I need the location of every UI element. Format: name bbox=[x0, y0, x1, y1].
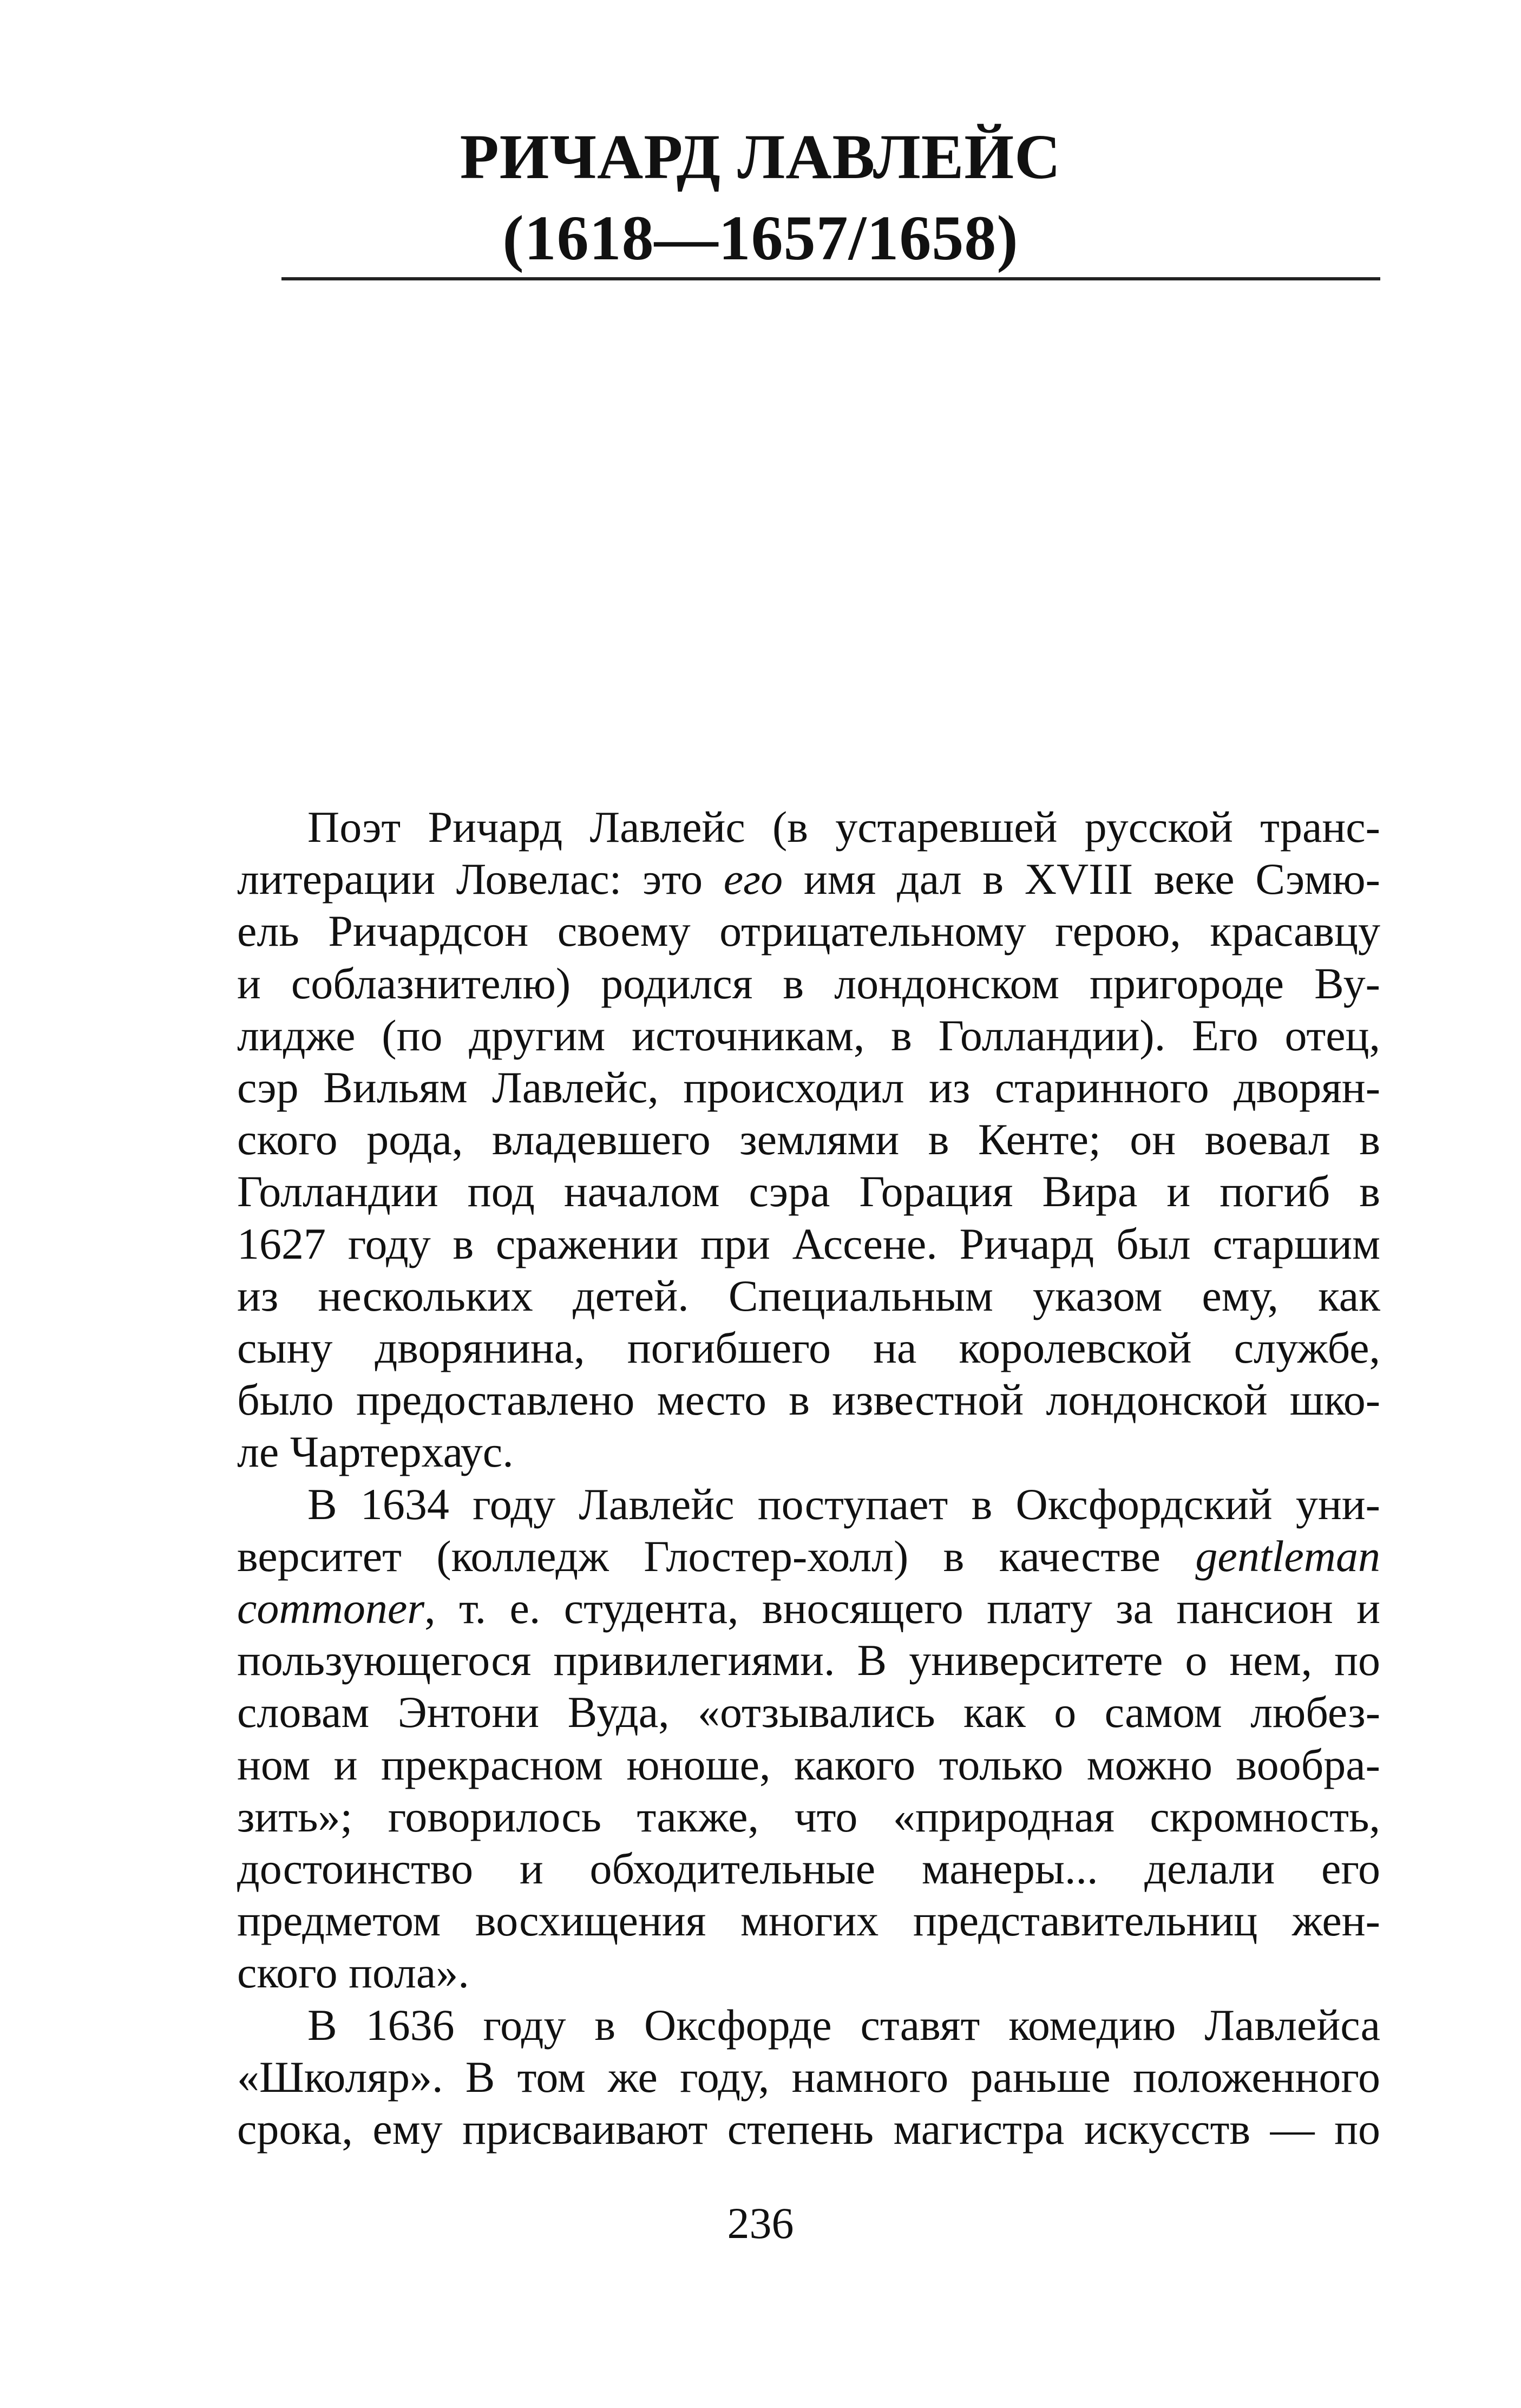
page-number: 236 bbox=[727, 2198, 794, 2248]
text-line: и соблазнителю) родился в лондонском пригороде Ву- bbox=[237, 958, 1380, 1008]
italic-word: gentleman bbox=[1195, 1531, 1380, 1581]
text-line: пользующегося привилегиями. В университете о нем, по bbox=[237, 1635, 1380, 1685]
text-line: сэр Вильям Лавлейс, происходил из старинного дворян- bbox=[237, 1063, 1380, 1113]
text-line: достоинство и обходительные манеры... делали его bbox=[237, 1844, 1380, 1894]
paragraph-2 bbox=[237, 1478, 1380, 1999]
text-line: предметом восхищения многих представительниц жен- bbox=[237, 1896, 1380, 1946]
title-rule bbox=[281, 277, 1380, 280]
text-line: commoner, т. е. студента, вносящего плату за пансион и bbox=[237, 1583, 1380, 1633]
text-line: «Школяр». В том же году, намного раньше положенного bbox=[237, 2052, 1380, 2102]
text-line: В 1634 году Лавлейс поступает в Оксфордский уни- bbox=[307, 1479, 1380, 1529]
paragraph-3 bbox=[237, 1999, 1380, 2156]
italic-word: его bbox=[723, 854, 783, 904]
text-line: ского пола». bbox=[237, 1948, 469, 1998]
text-line: Голландии под началом сэра Горация Вира и погиб в bbox=[237, 1167, 1380, 1216]
text-line: словам Энтони Вуда, «отзывались как о самом любез- bbox=[237, 1687, 1380, 1737]
text-line: верситет (колледж Глостер-холл) в качестве gentleman bbox=[237, 1531, 1380, 1581]
author-dates: (1618—1657/1658) bbox=[502, 202, 1019, 273]
text-line: ном и прекрасном юноше, какого только можно вообра- bbox=[237, 1739, 1380, 1789]
paragraph-1 bbox=[237, 801, 1380, 1478]
body-text bbox=[237, 801, 1380, 2155]
text-line: литерации Ловелас: это его имя дал в XVIII веке Сэмю- bbox=[237, 854, 1380, 904]
chapter-title bbox=[0, 116, 1521, 279]
text-line: 1627 году в сражении при Ассене. Ричард был старшим bbox=[237, 1219, 1380, 1268]
italic-word: commoner bbox=[237, 1583, 425, 1633]
text-line: ле Чартерхаус. bbox=[237, 1427, 514, 1477]
text-line: ель Ричардсон своему отрицательному герою, красавцу bbox=[237, 906, 1380, 956]
text-line: из нескольких детей. Специальным указом ему, как bbox=[237, 1271, 1380, 1320]
text-line: ского рода, владевшего землями в Кенте; он воевал в bbox=[237, 1115, 1380, 1164]
text-line: было предоставлено место в известной лондонской шко- bbox=[237, 1375, 1380, 1425]
author-name: РИЧАРД ЛАВЛЕЙС bbox=[460, 121, 1061, 192]
text-line: лидже (по другим источникам, в Голландии). Его отец, bbox=[237, 1010, 1380, 1060]
text-line: В 1636 году в Оксфорде ставят комедию Лавлейса bbox=[307, 2000, 1380, 2050]
text-line: Поэт Ричард Лавлейс (в устаревшей русской транс- bbox=[307, 802, 1380, 852]
text-line: зить»; говорилось также, что «природная скромность, bbox=[237, 1791, 1380, 1841]
text-line: срока, ему присваивают степень магистра искусств — по bbox=[237, 2104, 1380, 2154]
text-line: сыну дворянина, погибшего на королевской службе, bbox=[237, 1323, 1380, 1373]
